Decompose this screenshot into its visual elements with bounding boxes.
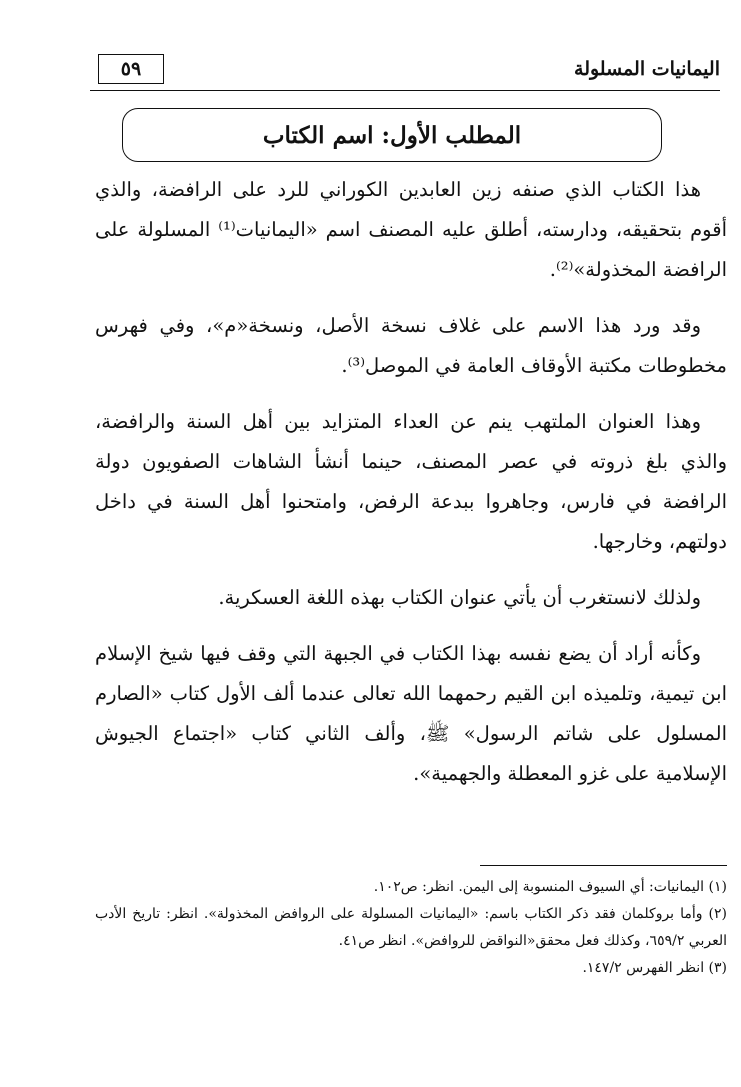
paragraph: ولذلك لانستغرب أن يأتي عنوان الكتاب بهذه اللغة العسكرية. <box>218 586 701 609</box>
section-heading-frame <box>122 108 662 162</box>
paragraph: وكأنه أراد أن يضع نفسه بهذا الكتاب في الجبهة التي وقف فيها شيخ الإسلام ابن تيمية، وتلميذه ابن القيم رحمهما الله تعالى عندما ألف الأول كتاب «الصارم المسلول على شاتم الرسول» ﷺ، وألف الثاني كتاب «اجتماع الجيوش الإسلامية على غزو المعطلة والجهمية». <box>95 642 727 785</box>
page-header <box>90 54 720 88</box>
footnotes <box>95 874 727 982</box>
body-text <box>95 170 727 794</box>
page-number: ٥٩ <box>98 54 164 84</box>
footnote: (٣) انظر الفهرس ١٤٧/٢. <box>582 960 727 976</box>
paragraph: وهذا العنوان الملتهب ينم عن العداء المتزايد بين أهل السنة والرافضة، والذي بلغ ذروته في عصر المصنف، حينما أنشأ الشاهات الصفويون دولة الرافضة في فارس، وجاهروا ببدعة الرفض، وامتحنوا أهل السنة في داخل دولتهم، وخارجها. <box>95 410 727 553</box>
footnote: (١) اليمانيات: أي السيوف المنسوبة إلى اليمن. انظر: ص١٠٢. <box>373 879 727 895</box>
paragraph: وقد ورد هذا الاسم على غلاف نسخة الأصل، ونسخة«م»، وفي فهرس مخطوطات مكتبة الأوقاف العامة في الموصل⁽³⁾. <box>95 314 727 377</box>
footnote: (٢) وأما بروكلمان فقد ذكر الكتاب باسم: «اليمانيات المسلولة على الروافض المخذولة». انظر: تاريخ الأدب العربي ٦٥٩/٢، وكذلك فعل محقق«النواقض للروافض». انظر ص٤١. <box>95 906 727 949</box>
header-divider <box>90 90 720 91</box>
running-title: اليمانيات المسلولة <box>574 58 720 80</box>
footnote-divider <box>480 865 727 866</box>
section-title: المطلب الأول: اسم الكتاب <box>262 121 522 149</box>
paragraph: هذا الكتاب الذي صنفه زين العابدين الكوراني للرد على الرافضة، والذي أقوم بتحقيقه، ودارسته، أطلق عليه المصنف اسم «اليمانيات⁽¹⁾ المسلولة على الرافضة المخذولة»⁽²⁾. <box>95 178 727 281</box>
